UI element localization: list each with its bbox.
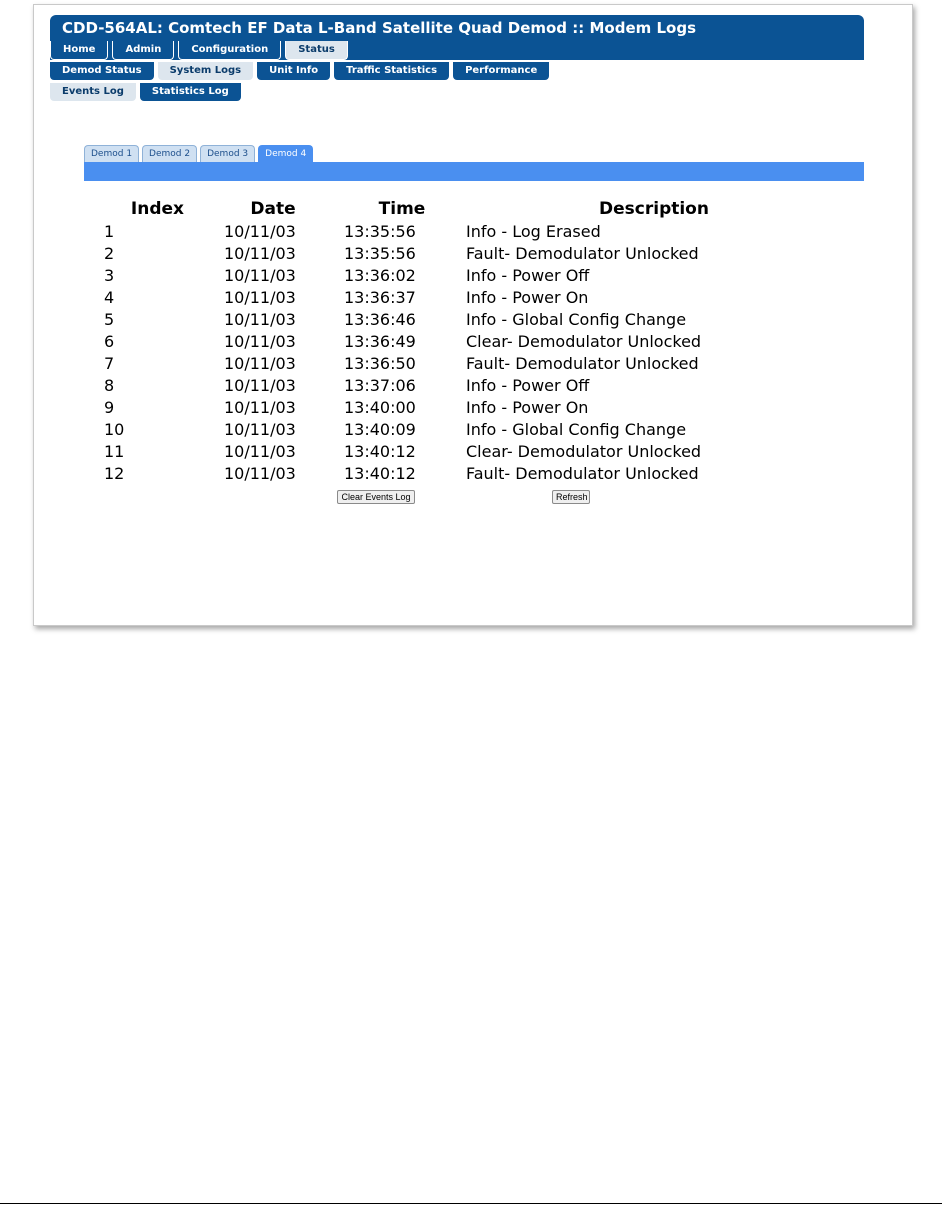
- lognav-tab-statistics-log[interactable]: Statistics Log: [140, 83, 241, 101]
- cell-date: 10/11/03: [224, 419, 296, 439]
- table-row: [92, 308, 732, 330]
- cell-index: 5: [104, 309, 115, 329]
- refresh-button[interactable]: Refresh: [552, 490, 590, 504]
- cell-time: 13:36:37: [344, 287, 416, 307]
- subnav-tab-unit-info[interactable]: Unit Info: [257, 62, 330, 80]
- header-index: Index: [130, 199, 184, 219]
- cell-description: Info - Log Erased: [466, 221, 601, 241]
- nav-tab-admin[interactable]: Admin: [112, 41, 174, 60]
- cell-date: 10/11/03: [224, 441, 296, 461]
- cell-date: 10/11/03: [224, 397, 296, 417]
- cell-date: 10/11/03: [224, 243, 296, 263]
- cell-description: Fault- Demodulator Unlocked: [466, 353, 699, 373]
- cell-index: 10: [104, 419, 125, 439]
- log-nav: [50, 83, 864, 102]
- header-time: Time: [378, 199, 426, 219]
- cell-description: Info - Power Off: [466, 375, 590, 395]
- cell-time: 13:40:00: [344, 397, 416, 417]
- demod-tab-bar: [84, 162, 864, 181]
- cell-index: 11: [104, 441, 125, 461]
- cell-time: 13:36:49: [344, 331, 416, 351]
- cell-index: 9: [104, 397, 115, 417]
- subnav-tab-system-logs[interactable]: System Logs: [158, 62, 254, 80]
- cell-index: 7: [104, 353, 115, 373]
- table-row: [92, 374, 732, 396]
- nav-tab-configuration[interactable]: Configuration: [178, 41, 281, 60]
- table-row: [92, 462, 732, 484]
- table-row: [92, 264, 732, 286]
- nav-tab-home[interactable]: Home: [50, 41, 108, 60]
- cell-index: 2: [104, 243, 115, 263]
- header-description: Description: [599, 199, 709, 219]
- table-row: [92, 440, 732, 462]
- lognav-tab-events-log[interactable]: Events Log: [50, 83, 136, 101]
- page-title: CDD-564AL: Comtech EF Data L-Band Satellite Quad Demod :: Modem Logs: [50, 15, 864, 41]
- cell-time: 13:36:46: [344, 309, 416, 329]
- subnav-tab-traffic-statistics[interactable]: Traffic Statistics: [334, 62, 449, 80]
- cell-time: 13:35:56: [344, 221, 416, 241]
- main-nav: [50, 41, 864, 60]
- clear-events-log-button[interactable]: Clear Events Log: [337, 490, 415, 504]
- cell-index: 6: [104, 331, 115, 351]
- cell-time: 13:36:02: [344, 265, 416, 285]
- subnav-tab-demod-status[interactable]: Demod Status: [50, 62, 154, 80]
- table-row: [92, 220, 732, 242]
- cell-time: 13:40:12: [344, 463, 416, 483]
- demod-tab-2[interactable]: Demod 2: [142, 145, 197, 163]
- demod-tab-4[interactable]: Demod 4: [258, 145, 313, 163]
- cell-description: Info - Power On: [466, 287, 589, 307]
- header-date: Date: [250, 199, 296, 219]
- cell-time: 13:40:12: [344, 441, 416, 461]
- cell-description: Fault- Demodulator Unlocked: [466, 243, 699, 263]
- cell-date: 10/11/03: [224, 287, 296, 307]
- cell-description: Clear- Demodulator Unlocked: [466, 331, 702, 351]
- cell-index: 12: [104, 463, 125, 483]
- table-row: [92, 242, 732, 264]
- events-log-table: [92, 198, 732, 484]
- cell-date: 10/11/03: [224, 463, 296, 483]
- cell-index: 4: [104, 287, 115, 307]
- demod-tabs: [84, 145, 313, 163]
- cell-time: 13:36:50: [344, 353, 416, 373]
- cell-date: 10/11/03: [224, 221, 296, 241]
- sub-nav: [50, 62, 864, 81]
- cell-description: Info - Global Config Change: [466, 309, 687, 329]
- table-row: [92, 286, 732, 308]
- subnav-tab-performance[interactable]: Performance: [453, 62, 549, 80]
- table-row: [92, 396, 732, 418]
- cell-date: 10/11/03: [224, 331, 296, 351]
- page-bottom-rule: [0, 1203, 942, 1204]
- table-row: [92, 418, 732, 440]
- cell-time: 13:40:09: [344, 419, 416, 439]
- table-header-row: [92, 198, 732, 220]
- demod-tab-3[interactable]: Demod 3: [200, 145, 255, 163]
- cell-index: 1: [104, 221, 115, 241]
- cell-index: 8: [104, 375, 115, 395]
- cell-description: Info - Power Off: [466, 265, 590, 285]
- cell-index: 3: [104, 265, 115, 285]
- cell-time: 13:35:56: [344, 243, 416, 263]
- cell-date: 10/11/03: [224, 375, 296, 395]
- table-row: [92, 330, 732, 352]
- cell-description: Info - Global Config Change: [466, 419, 687, 439]
- nav-tab-status[interactable]: Status: [285, 41, 348, 60]
- demod-tab-1[interactable]: Demod 1: [84, 145, 139, 163]
- cell-time: 13:37:06: [344, 375, 416, 395]
- table-row: [92, 352, 732, 374]
- cell-date: 10/11/03: [224, 353, 296, 373]
- cell-description: Fault- Demodulator Unlocked: [466, 463, 699, 483]
- cell-date: 10/11/03: [224, 265, 296, 285]
- cell-description: Clear- Demodulator Unlocked: [466, 441, 702, 461]
- cell-date: 10/11/03: [224, 309, 296, 329]
- cell-description: Info - Power On: [466, 397, 589, 417]
